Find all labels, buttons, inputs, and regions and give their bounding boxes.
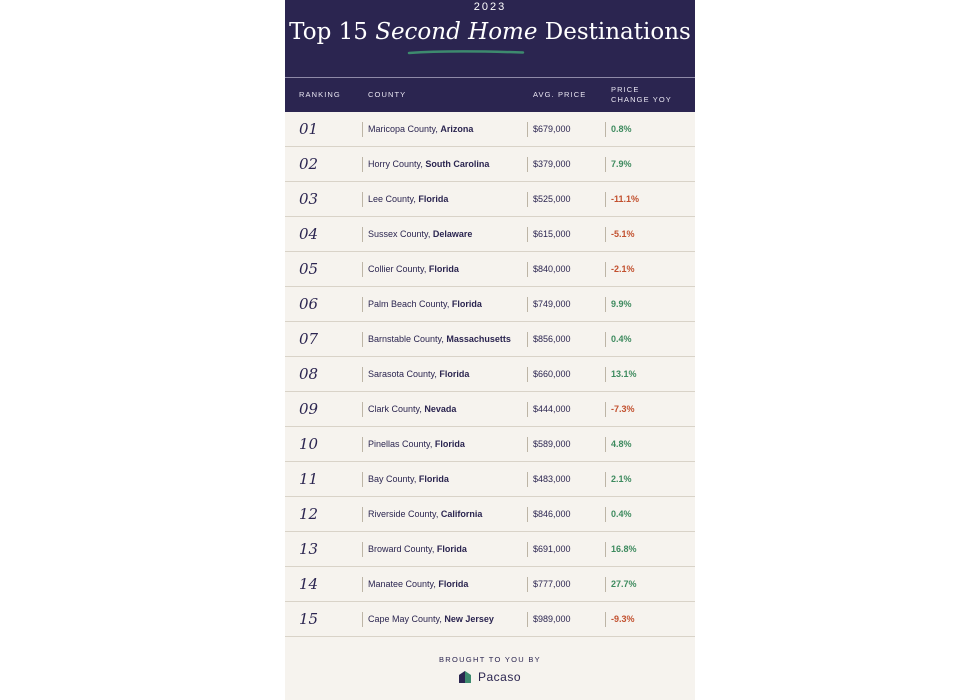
county-name <box>368 369 469 379</box>
table-row <box>285 322 695 357</box>
county-label: Collier County, <box>368 264 427 274</box>
column-divider <box>362 577 363 592</box>
price-change: 16.8% <box>611 544 637 554</box>
column-divider <box>362 402 363 417</box>
county-label: Cape May County, <box>368 614 442 624</box>
price-change: 13.1% <box>611 369 637 379</box>
column-divider <box>362 297 363 312</box>
county-label: Horry County, <box>368 159 423 169</box>
column-divider <box>527 227 528 242</box>
avg-price: $749,000 <box>533 299 571 309</box>
brand-name: Pacaso <box>478 670 522 684</box>
county-name <box>368 474 449 484</box>
avg-price: $777,000 <box>533 579 571 589</box>
header-divider <box>285 77 695 78</box>
state-label: Florida <box>439 369 470 379</box>
header-banner <box>285 0 695 112</box>
county-label: Maricopa County, <box>368 124 438 134</box>
avg-price: $525,000 <box>533 194 571 204</box>
ranking-table <box>285 112 695 637</box>
table-row <box>285 252 695 287</box>
rank-number: 02 <box>299 155 319 173</box>
column-divider <box>605 297 606 312</box>
rank-number: 05 <box>299 260 319 278</box>
column-divider <box>527 262 528 277</box>
column-header-change <box>611 85 672 105</box>
avg-price: $989,000 <box>533 614 571 624</box>
column-divider <box>362 262 363 277</box>
column-divider <box>605 367 606 382</box>
column-divider <box>362 332 363 347</box>
column-header-ranking: RANKING <box>299 90 341 99</box>
table-row <box>285 532 695 567</box>
state-label: Florida <box>438 579 469 589</box>
column-divider <box>362 437 363 452</box>
column-divider <box>362 472 363 487</box>
rank-number: 11 <box>299 470 319 488</box>
rank-number: 04 <box>299 225 319 243</box>
column-divider <box>527 472 528 487</box>
column-divider <box>527 122 528 137</box>
table-row <box>285 567 695 602</box>
rank-number: 15 <box>299 610 319 628</box>
price-change: -5.1% <box>611 229 635 239</box>
infographic-card <box>285 0 695 700</box>
column-divider <box>527 437 528 452</box>
state-label: Nevada <box>424 404 457 414</box>
state-label: Florida <box>418 474 449 484</box>
county-label: Lee County, <box>368 194 416 204</box>
column-divider <box>527 332 528 347</box>
county-label: Pinellas County, <box>368 439 433 449</box>
column-divider <box>362 507 363 522</box>
rank-number: 14 <box>299 575 319 593</box>
price-change: 2.1% <box>611 474 632 484</box>
page-title <box>285 19 695 45</box>
year-label: 2023 <box>473 1 507 13</box>
price-change: 4.8% <box>611 439 632 449</box>
county-name <box>368 264 459 274</box>
column-divider <box>527 402 528 417</box>
county-name <box>368 439 465 449</box>
price-change: -11.1% <box>611 194 640 204</box>
county-label: Manatee County, <box>368 579 436 589</box>
column-divider <box>362 157 363 172</box>
column-divider <box>605 262 606 277</box>
county-label: Riverside County, <box>368 509 439 519</box>
county-label: Palm Beach County, <box>368 299 450 309</box>
county-label: Sarasota County, <box>368 369 437 379</box>
avg-price: $444,000 <box>533 404 571 414</box>
column-divider <box>527 297 528 312</box>
county-label: Broward County, <box>368 544 435 554</box>
avg-price: $615,000 <box>533 229 571 239</box>
table-row <box>285 287 695 322</box>
county-name <box>368 509 482 519</box>
avg-price: $679,000 <box>533 124 571 134</box>
avg-price: $856,000 <box>533 334 571 344</box>
state-label: Massachusetts <box>446 334 511 344</box>
county-label: Bay County, <box>368 474 417 484</box>
county-name <box>368 614 494 624</box>
county-label: Sussex County, <box>368 229 431 239</box>
column-divider <box>527 542 528 557</box>
table-row <box>285 462 695 497</box>
price-change: 9.9% <box>611 299 632 309</box>
price-change: -9.3% <box>611 614 635 624</box>
table-row <box>285 357 695 392</box>
title-part-2: Destinations <box>537 19 691 45</box>
column-divider <box>362 367 363 382</box>
brand-logo <box>458 669 521 685</box>
county-name <box>368 579 468 589</box>
rank-number: 10 <box>299 435 319 453</box>
state-label: Delaware <box>432 229 473 239</box>
column-divider <box>362 227 363 242</box>
rank-number: 01 <box>299 120 319 138</box>
table-row <box>285 217 695 252</box>
column-divider <box>605 227 606 242</box>
table-row <box>285 112 695 147</box>
title-part-1: Top 15 <box>289 19 376 45</box>
column-divider <box>362 122 363 137</box>
column-divider <box>605 122 606 137</box>
avg-price: $691,000 <box>533 544 571 554</box>
column-divider <box>527 612 528 627</box>
table-row <box>285 147 695 182</box>
column-divider <box>362 192 363 207</box>
column-divider <box>362 542 363 557</box>
state-label: Florida <box>428 264 459 274</box>
price-change: -2.1% <box>611 264 635 274</box>
column-divider <box>605 577 606 592</box>
rank-number: 08 <box>299 365 319 383</box>
column-divider <box>605 542 606 557</box>
price-change: 0.4% <box>611 509 632 519</box>
table-row <box>285 427 695 462</box>
avg-price: $846,000 <box>533 509 571 519</box>
rank-number: 06 <box>299 295 319 313</box>
price-change: 0.8% <box>611 124 632 134</box>
county-name <box>368 404 456 414</box>
state-label: Florida <box>451 299 482 309</box>
avg-price: $660,000 <box>533 369 571 379</box>
county-name <box>368 194 448 204</box>
house-logo-icon <box>458 670 472 684</box>
footer-label: BROUGHT TO YOU BY <box>439 655 541 664</box>
column-divider <box>605 612 606 627</box>
state-label: Florida <box>434 439 465 449</box>
table-row <box>285 497 695 532</box>
price-change: 27.7% <box>611 579 637 589</box>
column-divider <box>605 472 606 487</box>
county-name <box>368 229 472 239</box>
county-label: Barnstable County, <box>368 334 444 344</box>
price-change: 0.4% <box>611 334 632 344</box>
state-label: New Jersey <box>444 614 494 624</box>
column-divider <box>605 332 606 347</box>
column-header-change-line2: CHANGE YOY <box>611 95 672 104</box>
state-label: Arizona <box>440 124 474 134</box>
avg-price: $379,000 <box>533 159 571 169</box>
county-name <box>368 334 511 344</box>
column-divider <box>605 437 606 452</box>
column-divider <box>527 577 528 592</box>
state-label: California <box>440 509 483 519</box>
county-name <box>368 544 467 554</box>
rank-number: 07 <box>299 330 319 348</box>
column-divider <box>527 192 528 207</box>
column-divider <box>527 367 528 382</box>
table-row <box>285 392 695 427</box>
column-divider <box>527 157 528 172</box>
rank-number: 13 <box>299 540 319 558</box>
brush-underline-icon <box>407 50 525 55</box>
column-header-price: AVG. PRICE <box>533 90 587 99</box>
avg-price: $589,000 <box>533 439 571 449</box>
state-label: South Carolina <box>425 159 490 169</box>
rank-number: 12 <box>299 505 319 523</box>
rank-number: 03 <box>299 190 319 208</box>
table-row <box>285 602 695 637</box>
column-header-county: COUNTY <box>368 90 407 99</box>
table-row <box>285 182 695 217</box>
column-divider <box>605 507 606 522</box>
county-name <box>368 159 489 169</box>
county-name <box>368 124 473 134</box>
title-italic: Second Home <box>375 19 538 45</box>
state-label: Florida <box>418 194 449 204</box>
county-label: Clark County, <box>368 404 422 414</box>
column-divider <box>362 612 363 627</box>
rank-number: 09 <box>299 400 319 418</box>
column-divider <box>605 192 606 207</box>
column-divider <box>605 157 606 172</box>
price-change: 7.9% <box>611 159 632 169</box>
avg-price: $840,000 <box>533 264 571 274</box>
column-header-change-line1: PRICE <box>611 85 640 94</box>
column-divider <box>527 507 528 522</box>
avg-price: $483,000 <box>533 474 571 484</box>
state-label: Florida <box>436 544 467 554</box>
price-change: -7.3% <box>611 404 635 414</box>
county-name <box>368 299 482 309</box>
column-divider <box>605 402 606 417</box>
